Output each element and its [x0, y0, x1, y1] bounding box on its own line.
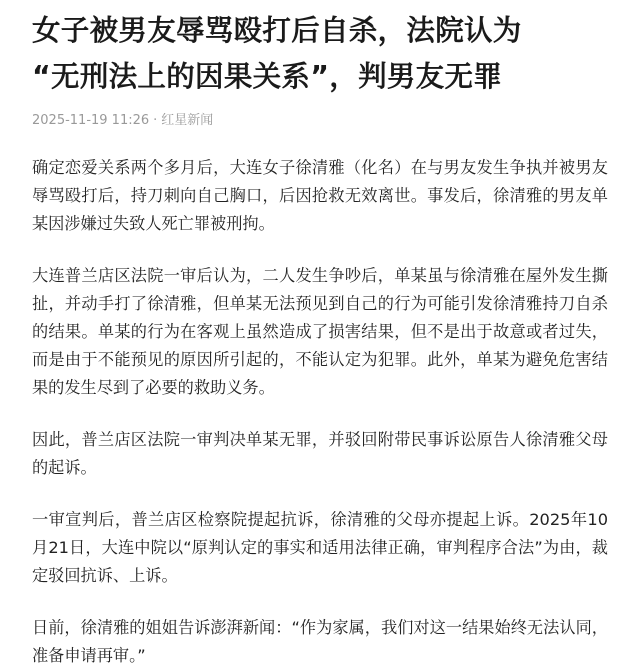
paragraph-1: 确定恋爱关系两个多月后，大连女子徐清雅（化名）在与男友发生争执并被男友辱骂殴打后，持刀刺向自己胸口，后因抢救无效离世。事发后，徐清雅的男友单某因涉嫌过失致人死亡罪被刑拘。	[32, 158, 608, 233]
paragraph-4: 一审宣判后，普兰店区检察院提起抗诉，徐清雅的父母亦提起上诉。2025年10月21日，大连中院以“原判认定的事实和适用法律正确，审判程序合法”为由，裁定驳回抗诉、上诉。	[32, 510, 608, 585]
publish-date: 2025-11-19 11:26	[32, 113, 150, 128]
paragraph-5: 日前，徐清雅的姐姐告诉澎湃新闻：“作为家属，我们对这一结果始终无法认同，准备申请再审。”	[32, 618, 608, 665]
article-title	[32, 0, 608, 100]
article-meta	[32, 112, 608, 130]
article-title-line-1: 女子被男友辱骂殴打后自杀，法院认为	[32, 14, 522, 47]
article-body	[32, 154, 608, 670]
source-name: 红星新闻	[161, 113, 214, 128]
article-title-line-2: “无刑法上的因果关系”，判男友无罪	[32, 60, 503, 93]
meta-separator: ·	[153, 113, 158, 128]
paragraph-3: 因此，普兰店区法院一审判决单某无罪，并驳回附带民事诉讼原告人徐清雅父母的起诉。	[32, 430, 608, 477]
paragraph-2: 大连普兰店区法院一审后认为，二人发生争吵后，单某虽与徐清雅在屋外发生撕扯，并动手打了徐清雅，但单某无法预见到自己的行为可能引发徐清雅持刀自杀的结果。单某的行为在客观上虽然造成了损害结果，但不是出于故意或者过失，而是由于不能预见的原因所引起的，不能认定为犯罪。此外，单某为避免危害结果的发生尽到了必要的救助义务。	[32, 266, 608, 397]
